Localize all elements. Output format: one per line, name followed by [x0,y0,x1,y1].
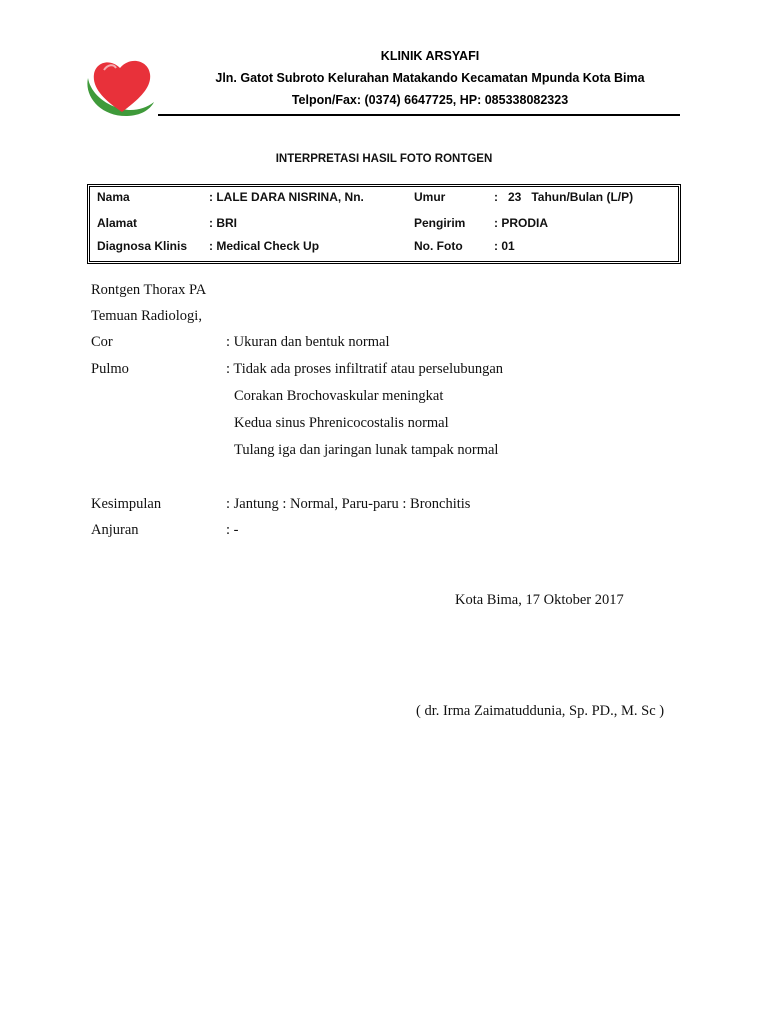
document-title: INTERPRETASI HASIL FOTO RONTGEN [275,153,493,165]
cor-value: : Ukuran dan bentuk normal [226,334,390,350]
pulmo-line: Corakan Brochovaskular meningkat [234,388,444,404]
cor-label: Cor [91,334,113,350]
clinic-address: Jln. Gatot Subroto Kelurahan Matakando Kecamatan Mpunda Kota Bima [215,71,645,85]
findings-heading: Temuan Radiologi, [91,308,202,324]
foto-label: No. Foto [414,239,463,253]
umur-label: Umur [414,190,446,204]
exam-type: Rontgen Thorax PA [91,282,207,298]
kesimpulan-label: Kesimpulan [91,496,162,512]
nama-value: : LALE DARA NISRINA, Nn. [209,190,364,204]
umur-value: : 23 Tahun/Bulan (L/P) [494,190,634,204]
patient-info-table [89,186,679,262]
doctor-signature-name: ( dr. Irma Zaimatuddunia, Sp. PD., M. Sc ) [416,703,665,719]
pulmo-line: : Tidak ada proses infiltratif atau perselubungan [226,361,504,377]
header-divider [158,114,680,116]
diagnosa-value: : Medical Check Up [209,239,320,253]
pulmo-line: Tulang iga dan jaringan lunak tampak normal [234,442,499,458]
heart-logo-icon [82,50,158,120]
pulmo-line: Kedua sinus Phrenicocostalis normal [234,415,449,431]
pulmo-label: Pulmo [91,361,129,377]
place-date: Kota Bima, 17 Oktober 2017 [455,592,624,608]
pengirim-value: : PRODIA [494,216,548,230]
nama-label: Nama [97,190,130,204]
diagnosa-label: Diagnosa Klinis [97,239,188,253]
kesimpulan-value: : Jantung : Normal, Paru-paru : Bronchitis [226,496,471,512]
clinic-name: KLINIK ARSYAFI [380,49,480,63]
anjuran-value: : - [226,522,239,538]
alamat-label: Alamat [97,216,138,230]
clinic-phone: Telpon/Fax: (0374) 6647725, HP: 085338082323 [291,93,569,107]
alamat-value: : BRI [209,216,237,230]
foto-value: : 01 [494,239,515,253]
anjuran-label: Anjuran [91,522,139,538]
pengirim-label: Pengirim [414,216,466,230]
